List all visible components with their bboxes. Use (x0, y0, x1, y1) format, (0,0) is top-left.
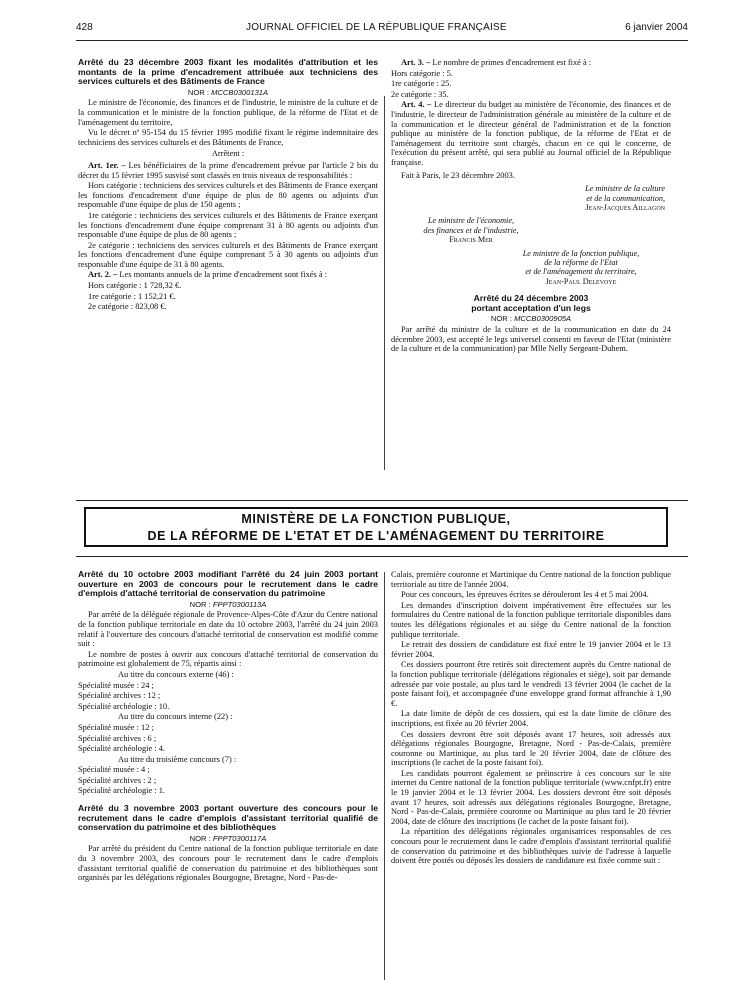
journal-title: JOURNAL OFFICIEL DE LA RÉPUBLIQUE FRANÇAISE (246, 22, 507, 33)
list-item: Spécialité musée : 4 ; (78, 765, 150, 775)
issue-date: 6 janvier 2004 (625, 22, 688, 33)
nor-reference: NOR : FPPT0300113A (189, 599, 267, 609)
signature-economie: Le ministre de l'économie, des finances et de l'industrie, Francis Mer (423, 216, 519, 245)
ministry-line-2: DE LA RÉFORME DE L'ETAT ET DE L'AMÉNAGEMENT DU TERRITOIRE (147, 529, 605, 543)
paragraph: 2e catégorie : techniciens des services culturels et des Bâtiments de France exerçant les fonctions d'encadrement d'une équipe comprenant 5 à 30 agents ou adjoints d'un responsable d'une équipe de 31 à 80 agents. (78, 240, 378, 269)
page-number: 428 (76, 22, 93, 33)
nor-reference: NOR : MCCB0300905A (490, 314, 572, 324)
ministry-line-1: MINISTÈRE DE LA FONCTION PUBLIQUE, (241, 512, 511, 526)
list-item: Hors catégorie : 1 728,32 €. (88, 281, 182, 291)
list-heading: Au titre du concours interne (22) : (118, 712, 233, 722)
list-item: Hors catégorie : 5. (391, 68, 453, 78)
paragraph: La date limite de dépôt de ces dossiers, qui est la date limite de clôture des inscriptions, est fixée au 20 février 2004. (391, 709, 671, 728)
paragraph: La répartition des délégations régionales organisatrices responsables de ces concours pour le recrutement dans le cadre d'emplois d'assistant territorial qualifié de conservation du patrimoine et des bibliothèques suivie de l'adresse à laquelle doivent être postés ou déposés les dossiers de candidature est fixée comme suit : (391, 827, 671, 866)
paragraph: Hors catégorie : techniciens des services culturels et des Bâtiments de France exerçant les fonctions d'encadrement d'une équipe de plus de 80 agents ou adjoints d'un responsable d'une équipe de plus de 150 agents ; (78, 181, 378, 210)
list-item: Spécialité musée : 24 ; (78, 680, 154, 690)
column-divider (384, 572, 385, 980)
paragraph: Le retrait des dossiers de candidature est fixé entre le 19 janvier 2004 et le 13 février 2004. (391, 640, 671, 659)
nor-reference: NOR : MCCB0300131A (187, 87, 269, 97)
decree-assistant-qualifie-cont (391, 570, 671, 867)
list-heading: Au titre du troisième concours (7) : (118, 754, 237, 764)
paragraph: Par arrêté de la déléguée régionale de Provence-Alpes-Côte d'Azur du Centre national de la fonction publique territoriale en date du 10 octobre 2003, l'arrêté du 24 juin 2003 relatif à l'ouverture des concours d'attaché territorial de conservation est modifié comme suit : (78, 610, 378, 649)
list-item: Spécialité archéologie : 1. (78, 786, 165, 796)
signing-place-date: Fait à Paris, le 23 décembre 2003. (401, 170, 515, 180)
list-item: Spécialité archives : 12 ; (78, 691, 161, 701)
paragraph: 1re catégorie : techniciens des services culturels et des Bâtiments de France exerçant les fonctions d'encadrement d'une équipe comprenant 31 à 80 agents ou adjoints d'un responsable d'une équipe de plus de 80 agents ; (78, 210, 378, 240)
decree-prime-encadrement (78, 58, 378, 313)
decree-title: Arrêté du 3 novembre 2003 portant ouverture des concours pour le recrutement dans le cadre d'emplois d'assistant territorial qualifié de conservation du patrimoine et des bibliothèques (78, 803, 378, 833)
section-rule (76, 500, 688, 501)
paragraph: Les demandes d'inscription doivent impérativement être effectuées sur les formulaires du Centre national de la fonction publique territoriale disponibles dans toutes les délégations régionales et au siège du Centre national de la fonction publique territoriale. (391, 600, 671, 639)
list-item: Spécialité archéologie : 10. (78, 701, 170, 711)
article-2: Art. 2. – Les montants annuels de la prime d'encadrement sont fixés à : (88, 270, 327, 280)
paragraph: Par arrêté du ministre de la culture et de la communication en date du 24 décembre 2003, est accepté le legs universel consenti en faveur de l'Etat (ministère de la culture et de la communication) par Mlle Nelly Sergeant-Duhem. (391, 324, 671, 354)
list-item: Spécialité archives : 6 ; (78, 733, 157, 743)
list-item: Spécialité archéologie : 4. (78, 744, 165, 754)
article-3: Art. 3. – Le nombre de primes d'encadrement est fixé à : (401, 58, 592, 67)
paragraph: Le ministre de l'économie, des finances et de l'industrie, le ministre de la culture et de la communication et le ministre de la fonction publique, de la réforme de l'Etat et de l'aménagement du territoire, (78, 98, 378, 127)
header-rule (76, 40, 688, 41)
paragraph: Les candidats pourront également se préinscrire à ces concours sur le site internet du Centre national de la fonction publique territoriale (www.cnfpt.fr) entre le 19 janvier 2004 et le 13 février 2004. Les dossiers devront être soit déposés avant 17 heures, soit adressés aux délégations régionales Bourgogne, Bretagne, Nord - Pas-de-Calais, première couronne ou Martinique au plus tard le 20 février 2004, date de clôture des inscriptions (le cachet de la poste faisant foi). (391, 768, 671, 826)
arretent-heading: Arrêtent : (211, 149, 245, 159)
list-item: 2e catégorie : 823,08 €. (88, 302, 167, 312)
paragraph: Pour ces concours, les épreuves écrites se dérouleront les 4 et 5 mai 2004. (401, 590, 649, 600)
list-heading: Au titre du concours externe (46) : (118, 669, 234, 679)
paragraph: Par arrêté du président du Centre national de la fonction publique territoriale en date du 3 novembre 2003, des concours pour le recrutement dans le cadre d'emplois d'assistant territorial qualifié de conservation du patrimoine et des bibliothèques sont organisés par les délégations régionales Bourgogne, Bretagne, Nord - Pas-de- (78, 844, 378, 883)
paragraph: Vu le décret nº 95-154 du 15 février 1995 modifié fixant le régime indemnitaire des techniciens des services culturels et des Bâtiments de France, (78, 128, 378, 147)
legs-title-line2: portant acceptation d'un legs (471, 302, 591, 313)
column-divider (384, 96, 385, 470)
list-item: 2e catégorie : 35. (391, 89, 449, 99)
list-item: 1re catégorie : 1 152,21 €. (88, 291, 176, 301)
legs-title-line1: Arrêté du 24 décembre 2003 (473, 293, 589, 304)
list-item: Spécialité archives : 2 ; (78, 775, 157, 785)
ministry-banner (84, 507, 668, 547)
signature-culture: Le ministre de la culture et de la communication, Jean-Jacques Aillagon (585, 184, 665, 212)
list-item: Spécialité musée : 12 ; (78, 722, 154, 732)
article-1: Art. 1er. – Les bénéficiaires de la prime d'encadrement prévue par l'article 2 bis du décret du 15 février 1995 susvisé sont classés en trois niveaux de responsabilités : (78, 160, 379, 180)
paragraph: Ces dossiers pourront être retirés soit directement auprès du Centre national de la fonction publique territoriale (délégations régionales et siège), soit par demande adressée par voie postale, au plus tard le vendredi 13 février 2004 (le cachet de la poste faisant foi), et accompagnée d'une enveloppe grand format affranchie à 1,90 €. (391, 660, 671, 708)
section-rule (76, 556, 688, 557)
decree-title: Arrêté du 23 décembre 2003 fixant les modalités d'attribution et les montants de la prime d'encadrement attribuée aux techniciens des services culturels et des Bâtiments de France (78, 57, 378, 87)
page-header (76, 18, 688, 44)
list-item: 1re catégorie : 25. (391, 79, 452, 89)
nor-reference: NOR : FPPT0300117A (189, 833, 267, 843)
article-4: Art. 4. – Le directeur du budget au ministère de l'économie, des finances et de l'industrie, le directeur de l'administration générale au ministère de la culture et de la communication et le directeur général de l'administration et de la fonction publique au ministère de la fonction publique, de la réforme de l'Etat et de l'aménagement du territoire sont chargés, chacun en ce qui le concerne, de l'exécution du présent arrêté, qui sera publié au Journal officiel de la République française. (391, 100, 672, 167)
decree-prime-encadrement-cont (391, 58, 671, 355)
decree-attache-conservation (78, 570, 378, 884)
paragraph: Ces dossiers devront être soit déposés avant 17 heures, soit adressés aux délégations régionales Bourgogne, Bretagne, Nord - Pas-de-Calais, première couronne ou Martinique, au plus tard le 20 février 2004, date de clôture des inscriptions (le cachet de la poste faisant foi). (391, 729, 671, 768)
decree-title: Arrêté du 10 octobre 2003 modifiant l'arrêté du 24 juin 2003 portant ouverture en 2003 de concours pour le recrutement dans le cadre d'emplois d'attaché territorial de conservation du patrimoine (78, 569, 378, 599)
signature-fonction-publique: Le ministre de la fonction publique, de la réforme de l'Etat et de l'aménagement du territoire, Jean-Paul Delevoye (522, 248, 640, 286)
paragraph: Calais, première couronne et Martinique du Centre national de la fonction publique territoriale au titre de l'année 2004. (391, 570, 671, 589)
paragraph: Le nombre de postes à ouvrir aux concours d'attaché territorial de conservation du patrimoine est globalement de 75, répartis ainsi : (78, 649, 378, 669)
